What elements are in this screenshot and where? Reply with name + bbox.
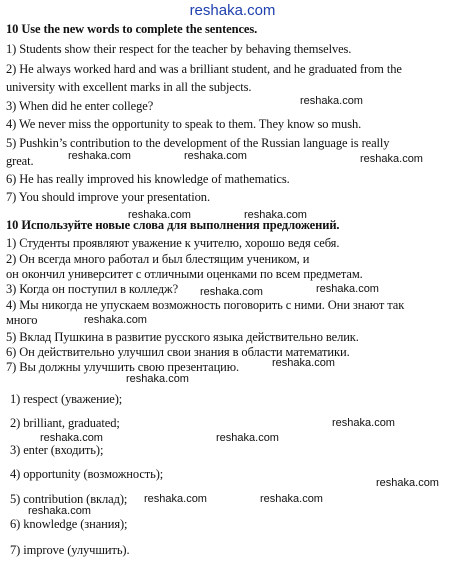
watermark-text: reshaka.com — [260, 493, 323, 505]
watermark-text: reshaka.com — [300, 95, 363, 107]
watermark-text: reshaka.com — [244, 209, 307, 221]
watermark-text: reshaka.com — [360, 153, 423, 165]
russian-line: 7) Вы должны улучшить свою презентацию. — [6, 360, 240, 374]
watermark-text: reshaka.com — [128, 209, 191, 221]
answer-item: 2) brilliant, graduated; — [10, 416, 120, 430]
english-line: great. — [6, 154, 34, 168]
watermark-text: reshaka.com — [184, 150, 247, 162]
watermark-text: reshaka.com — [200, 286, 263, 298]
answer-item: 6) knowledge (знания); — [10, 517, 128, 531]
answer-item: 1) respect (уважение); — [10, 392, 123, 406]
english-line: 3) When did he enter college? — [6, 99, 154, 113]
english-line: 6) He has really improved his knowledge of mathematics. — [6, 172, 290, 186]
english-line: 1) Students show their respect for the teacher by behaving themselves. — [6, 42, 352, 56]
english-line: 5) Pushkin’s contribution to the development of the Russian language is really — [6, 136, 390, 150]
site-watermark-header: reshaka.com — [189, 2, 276, 19]
russian-line: 1) Студенты проявляют уважение к учителю, хорошо ведя себя. — [6, 236, 340, 250]
watermark-text: reshaka.com — [272, 357, 335, 369]
russian-line: 5) Вклад Пушкина в развитие русского языка действительно велик. — [6, 330, 359, 344]
russian-heading: 10 Используйте новые слова для выполнения предложений. — [6, 218, 340, 232]
watermark-text: reshaka.com — [316, 283, 379, 295]
watermark-text: reshaka.com — [84, 314, 147, 326]
watermark-text: reshaka.com — [216, 432, 279, 444]
russian-line: 6) Он действительно улучшил свои знания в области математики. — [6, 345, 350, 359]
answer-item: 5) contribution (вклад); — [10, 492, 128, 506]
russian-line: он окончил университет с отличными оценками по всем предметам. — [6, 267, 363, 281]
watermark-text: reshaka.com — [144, 493, 207, 505]
watermark-text: reshaka.com — [28, 505, 91, 517]
watermark-text: reshaka.com — [376, 477, 439, 489]
watermark-text: reshaka.com — [68, 150, 131, 162]
english-line: 2) He always worked hard and was a brilliant student, and he graduated from the — [6, 62, 402, 76]
english-line: 7) You should improve your presentation. — [6, 190, 210, 204]
russian-line: много — [6, 313, 38, 327]
russian-line: 4) Мы никогда не упускаем возможность поговорить с ними. Они знают так — [6, 298, 405, 312]
watermark-text: reshaka.com — [40, 432, 103, 444]
russian-line: 2) Он всегда много работал и был блестящим учеником, и — [6, 252, 310, 266]
answer-item: 3) enter (входить); — [10, 443, 104, 457]
answer-item: 7) improve (улучшить). — [10, 543, 130, 557]
russian-line: 3) Когда он поступил в колледж? — [6, 282, 179, 296]
watermark-text: reshaka.com — [332, 417, 395, 429]
watermark-text: reshaka.com — [126, 373, 189, 385]
english-line: university with excellent marks in all the subjects. — [6, 80, 252, 94]
english-heading: 10 Use the new words to complete the sentences. — [6, 22, 258, 36]
answer-item: 4) opportunity (возможность); — [10, 467, 164, 481]
english-line: 4) We never miss the opportunity to speak to them. They know so mush. — [6, 117, 362, 131]
